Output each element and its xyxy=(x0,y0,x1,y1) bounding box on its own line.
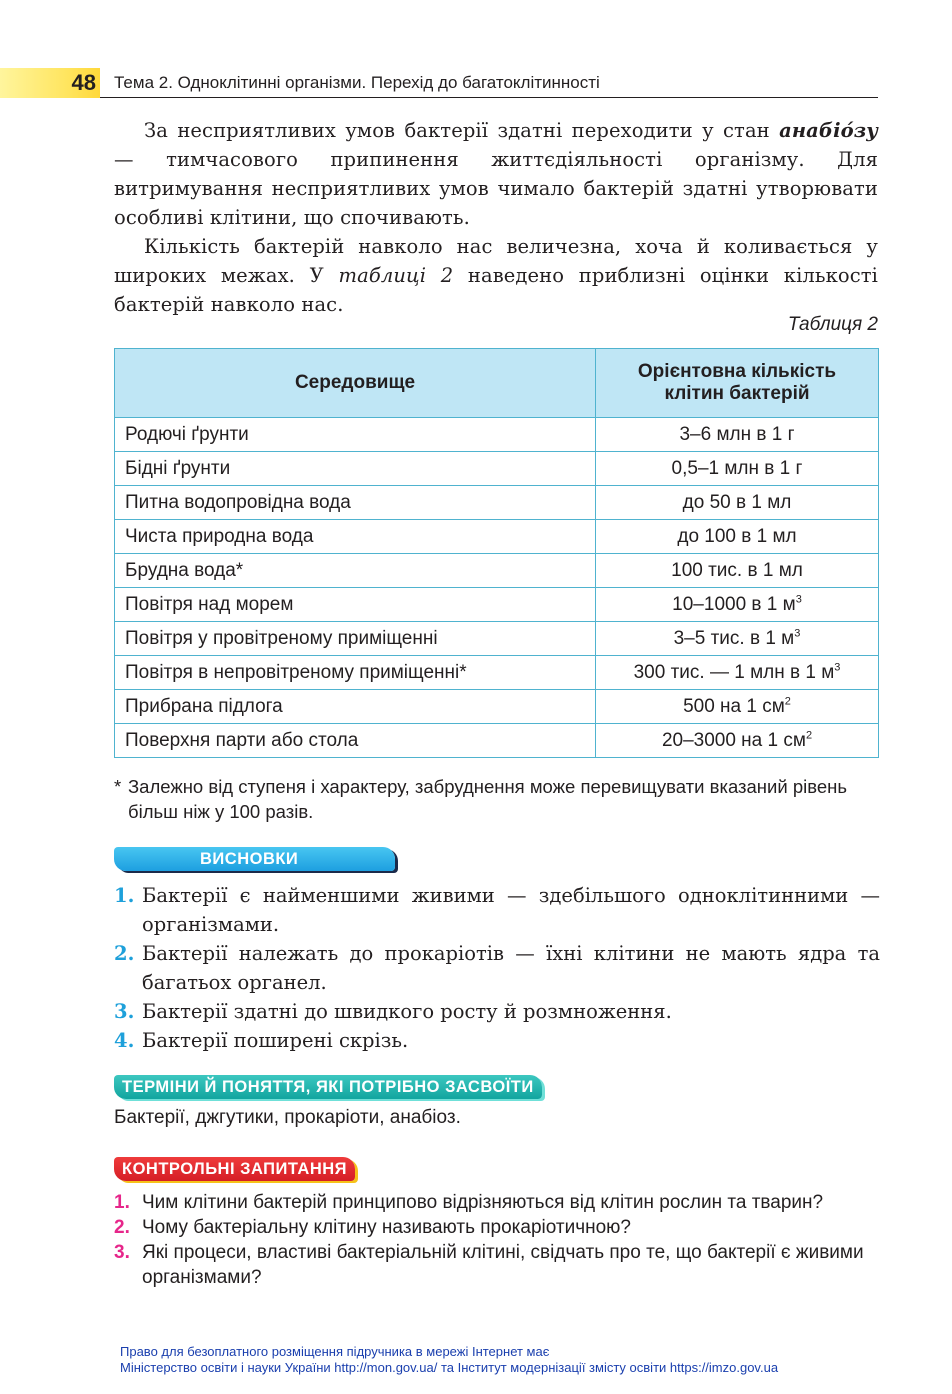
table-row xyxy=(115,588,879,622)
environment-cell: Питна водопровідна вода xyxy=(115,486,596,520)
environment-cell: Родючі ґрунти xyxy=(115,418,596,452)
terms-text: Бактерії, джгутики, прокаріоти, анабіоз. xyxy=(114,1107,461,1128)
count-cell: 300 тис. — 1 млн в 1 $м^3$ xyxy=(596,656,879,690)
question-number: 1. xyxy=(114,1192,130,1213)
license-line-1: Право для безоплатного розміщення підручника в мережі Інтернет має xyxy=(120,1344,550,1359)
conclusions-heading: ВИСНОВКИ xyxy=(114,847,395,871)
table-row xyxy=(115,418,879,452)
table-header-row xyxy=(115,349,879,418)
conclusion-item xyxy=(114,881,880,939)
conclusion-item xyxy=(114,939,880,997)
environment-cell: Повітря над морем xyxy=(115,588,596,622)
conclusion-item xyxy=(114,1026,880,1055)
count-cell: 10–1000 в 1 $м^3$ xyxy=(596,588,879,622)
environment-cell: Чиста природна вода xyxy=(115,520,596,554)
count-cell: 3–5 тис. в 1 $м^3$ xyxy=(596,622,879,656)
table-reference: таблиці 2 xyxy=(338,264,454,287)
question-text: Які процеси, властиві бактеріальній клітині, свідчать про те, що бактерії є живими організмами? xyxy=(142,1242,864,1288)
unit-exponent: 3 xyxy=(794,627,801,640)
paragraph-anabiosis: За несприятливих умов бактерії здатні переходити у стан анабіо́зу — тимчасового припинення життєдіяльності організму. Для витримування несприятливих умов чимало бактерій здатні утворювати особливі клітини, що спочивають. xyxy=(114,119,878,229)
conclusion-text: Бактерії належать до прокаріотів — їхні клітини не мають ядра та багатьох органел. xyxy=(142,942,880,994)
table-row xyxy=(115,724,879,758)
count-cell: 3–6 млн в 1 г xyxy=(596,418,879,452)
table-caption: Таблиця 2 xyxy=(787,314,878,335)
questions-heading: КОНТРОЛЬНІ ЗАПИТАННЯ xyxy=(114,1157,355,1181)
term-anabiosis: анабіо́зу xyxy=(779,119,878,142)
terms-heading: ТЕРМІНИ Й ПОНЯТТЯ, ЯКІ ПОТРІБНО ЗАСВОЇТИ xyxy=(114,1075,542,1099)
environment-cell: Прибрана підлога xyxy=(115,690,596,724)
unit-exponent: 3 xyxy=(795,593,802,606)
unit-exponent: 2 xyxy=(805,729,813,742)
conclusions-list xyxy=(114,881,880,1055)
table-row xyxy=(115,656,879,690)
footnote-marker: * xyxy=(114,776,122,797)
footnote-text: Залежно від ступеня і характеру, забруднення може перевищувати вказаний рівень більш ніж у 100 разів. xyxy=(128,776,847,822)
count-cell: до 50 в 1 мл xyxy=(596,486,879,520)
conclusion-text: Бактерії поширені скрізь. xyxy=(142,1029,409,1052)
license-notice xyxy=(120,1344,778,1376)
table-row xyxy=(115,554,879,588)
count-cell: 100 тис. в 1 мл xyxy=(596,554,879,588)
paragraph-bacteria-count: Кількість бактерій навколо нас величезна, хоча й коливається у широких межах. У таблиці 2 наведено приблизні оцінки кількості бактерій навколо нас. xyxy=(114,235,878,316)
table-row xyxy=(115,486,879,520)
question-item xyxy=(114,1215,882,1240)
table-row xyxy=(115,520,879,554)
question-text: Чим клітини бактерій принципово відрізняються від клітин рослин та тварин? xyxy=(142,1192,824,1213)
environment-cell: Бідні ґрунти xyxy=(115,452,596,486)
table-footnote xyxy=(114,774,880,824)
bacteria-count-table xyxy=(114,348,879,758)
questions-list xyxy=(114,1190,882,1290)
environment-cell: Повітря у провітреному приміщенні xyxy=(115,622,596,656)
conclusion-number: 2. xyxy=(114,942,135,965)
question-text: Чому бактеріальну клітину називають прокаріотичною? xyxy=(142,1217,631,1238)
conclusion-number: 1. xyxy=(114,884,135,907)
count-cell: до 100 в 1 мл xyxy=(596,520,879,554)
question-number: 2. xyxy=(114,1217,130,1238)
license-line-2: Міністерство освіти і науки України http://mon.gov.ua/ та Інститут модернізації змісту освіти https://imzo.gov.ua xyxy=(120,1360,779,1375)
conclusion-item xyxy=(114,997,880,1026)
running-header-title: Тема 2. Одноклітинні організми. Перехід до багатоклітинності xyxy=(114,73,600,92)
conclusion-text: Бактерії здатні до швидкого росту й розмноження. xyxy=(142,1000,672,1023)
column-header-environment: Середовище xyxy=(115,349,596,418)
page-number: 48 xyxy=(71,70,96,95)
count-cell: 20–3000 на 1 $см^2$ xyxy=(596,724,879,758)
header-divider xyxy=(100,97,878,98)
environment-cell: Брудна вода* xyxy=(115,554,596,588)
question-item xyxy=(114,1190,882,1215)
environment-cell: Поверхня парти або стола xyxy=(115,724,596,758)
unit-exponent: 2 xyxy=(784,695,791,708)
question-number: 3. xyxy=(114,1242,130,1263)
table-row xyxy=(115,452,879,486)
environment-cell: Повітря в непровітреному приміщенні* xyxy=(115,656,596,690)
table-row xyxy=(115,622,879,656)
question-item xyxy=(114,1240,882,1290)
column-header-count: Орієнтовна кількість клітин бактерій xyxy=(596,349,879,418)
count-cell: 500 на 1 $см^2$ xyxy=(596,690,879,724)
unit-exponent: 3 xyxy=(834,661,841,674)
count-cell: 0,5–1 млн в 1 г xyxy=(596,452,879,486)
table-row xyxy=(115,690,879,724)
conclusion-number: 4. xyxy=(114,1029,135,1052)
conclusion-text: Бактерії є найменшими живими — здебільшого одноклітинними — організмами. xyxy=(142,884,880,936)
conclusion-number: 3. xyxy=(114,1000,135,1023)
